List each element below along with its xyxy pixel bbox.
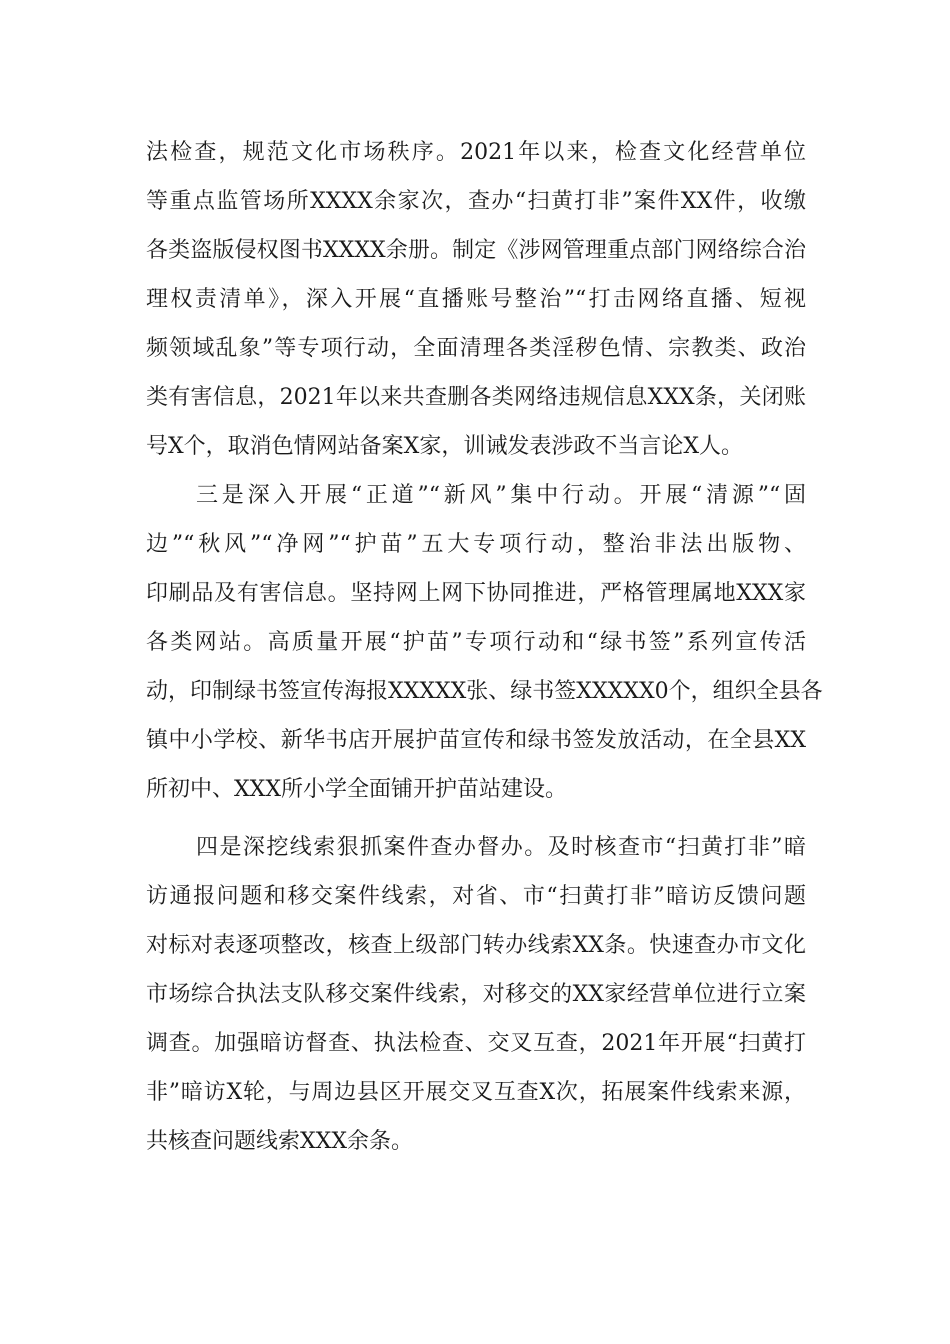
paragraph-2-line-5: 动，印制绿书签宣传海报XXXXX张、绿书签XXXXX0个，组织全县各	[146, 679, 823, 704]
paragraph-2-line-7: 所初中、XXX所小学全面铺开护苗站建设。	[146, 777, 567, 802]
paragraph-1-line-1: 法检查，规范文化市场秩序。2021年以来，检查文化经营单位	[146, 140, 806, 165]
paragraph-1-line-6: 类有害信息，2021年以来共查删各类网络违规信息XXX条，关闭账	[146, 385, 806, 410]
paragraph-2-line-2: 边”“秋风”“净网”“护苗”五大专项行动，整治非法出版物、	[146, 532, 806, 557]
paragraph-3-line-3: 对标对表逐项整改，核查上级部门转办线索XX条。快速查办市文化	[146, 933, 806, 958]
paragraph-3-line-7: 共核查问题线索XXX余条。	[146, 1129, 413, 1154]
paragraph-1-line-7: 号X个，取消色情网站备案X家，训诫发表涉政不当言论X人。	[146, 434, 743, 459]
paragraph-2-line-1: 三是深入开展“正道”“新风”集中行动。开展“清源”“固	[196, 483, 806, 508]
paragraph-2-line-4: 各类网站。高质量开展“护苗”专项行动和“绿书签”系列宣传活	[146, 630, 806, 655]
paragraph-3-line-4: 市场综合执法支队移交案件线索，对移交的XX家经营单位进行立案	[146, 982, 806, 1007]
paragraph-2-line-6: 镇中小学校、新华书店开展护苗宣传和绿书签发放活动，在全县XX	[146, 728, 806, 753]
paragraph-3-line-1: 四是深挖线索狠抓案件查办督办。及时核查市“扫黄打非”暗	[196, 835, 806, 860]
paragraph-1-line-2: 等重点监管场所XXXX余家次，查办“扫黄打非”案件XX件，收缴	[146, 189, 806, 214]
paragraph-3-line-2: 访通报问题和移交案件线索，对省、市“扫黄打非”暗访反馈问题	[146, 884, 806, 909]
paragraph-2-line-3: 印刷品及有害信息。坚持网上网下协同推进，严格管理属地XXX家	[146, 581, 806, 606]
paragraph-1-line-5: 频领域乱象”等专项行动，全面清理各类淫秽色情、宗教类、政治	[146, 336, 806, 361]
paragraph-3-line-6: 非”暗访X轮，与周边县区开展交叉互查X次，拓展案件线索来源，	[146, 1080, 806, 1105]
paragraph-1-line-4: 理权责清单》，深入开展“直播账号整治”“打击网络直播、短视	[146, 287, 806, 312]
paragraph-1-line-3: 各类盗版侵权图书XXXX余册。制定《涉网管理重点部门网络综合治	[146, 238, 806, 263]
paragraph-3-line-5: 调查。加强暗访督查、执法检查、交叉互查，2021年开展“扫黄打	[146, 1031, 806, 1056]
